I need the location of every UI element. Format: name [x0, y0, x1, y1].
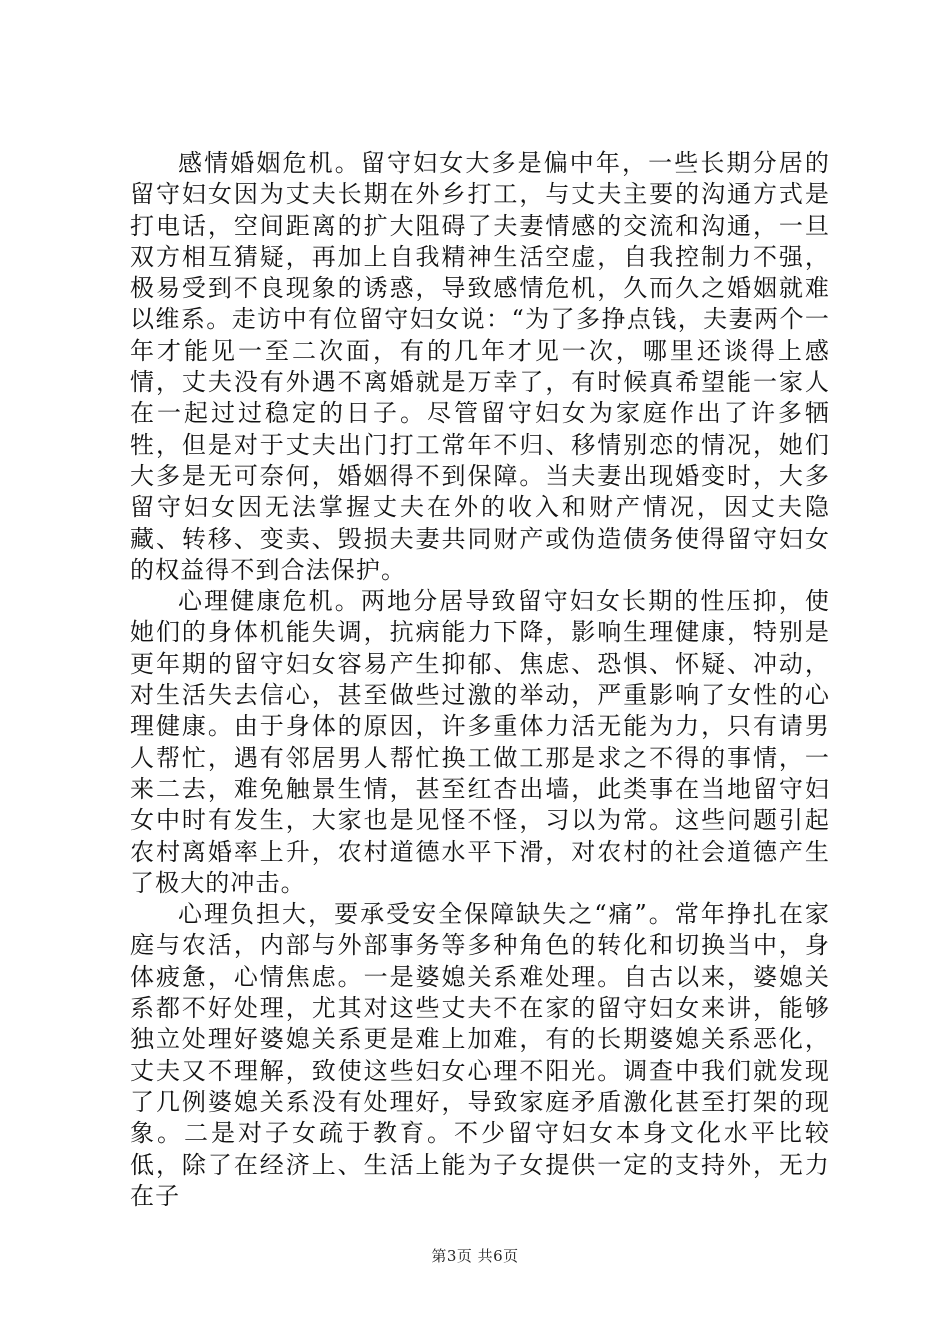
page-number-label: 第3页 共6页 [431, 1247, 519, 1265]
page-footer [0, 1245, 950, 1266]
document-body [130, 148, 830, 1212]
paragraph-marriage-crisis: 感情婚姻危机。留守妇女大多是偏中年，一些长期分居的留守妇女因为丈夫长期在外乡打工，与丈夫主要的沟通方式是打电话，空间距离的扩大阻碍了夫妻情感的交流和沟通，一旦双方相互猜疑，再加上自我精神生活空虚，自我控制力不强，极易受到不良现象的诱惑，导致感情危机，久而久之婚姻就难以维系。走访中有位留守妇女说：“为了多挣点钱，夫妻两个一年才能见一至二次面，有的几年才见一次，哪里还谈得上感情，丈夫没有外遇不离婚就是万幸了，有时候真希望能一家人在一起过过稳定的日子。尽管留守妇女为家庭作出了许多牺牲，但是对于丈夫出门打工常年不归、移情别恋的情况，她们大多是无可奈何，婚姻得不到保障。当夫妻出现婚变时，大多留守妇女因无法掌握丈夫在外的收入和财产情况，因丈夫隐藏、转移、变卖、毁损夫妻共同财产或伪造债务使得留守妇女的权益得不到合法保护。 [130, 149, 830, 584]
paragraph-psychological-burden: 心理负担大，要承受安全保障缺失之“痛”。常年挣扎在家庭与农活，内部与外部事务等多种角色的转化和切换当中，身体疲惫，心情焦虑。一是婆媳关系难处理。自古以来，婆媳关系都不好处理，尤其对这些丈夫不在家的留守妇女来讲，能够独立处理好婆媳关系更是难上加难，有的长期婆媳关系恶化，丈夫又不理解，致使这些妇女心理不阳光。调查中我们就发现了几例婆媳关系没有处理好，导致家庭矛盾激化甚至打架的现象。二是对子女疏于教育。不少留守妇女本身文化水平比较低，除了在经济上、生活上能为子女提供一定的支持外，无力在子 [130, 900, 830, 1210]
paragraph-mental-health-crisis: 心理健康危机。两地分居导致留守妇女长期的性压抑，使她们的身体机能失调，抗病能力下降，影响生理健康，特别是更年期的留守妇女容易产生抑郁、焦虑、恐惧、怀疑、冲动，对生活失去信心，甚至做些过激的举动，严重影响了女性的心理健康。由于身体的原因，许多重体力活无能为力，只有请男人帮忙，遇有邻居男人帮忙换工做工那是求之不得的事情，一来二去，难免触景生情，甚至红杏出墙，此类事在当地留守妇女中时有发生，大家也是见怪不怪，习以为常。这些问题引起农村离婚率上升，农村道德水平下滑，对农村的社会道德产生了极大的冲击。 [130, 587, 830, 897]
